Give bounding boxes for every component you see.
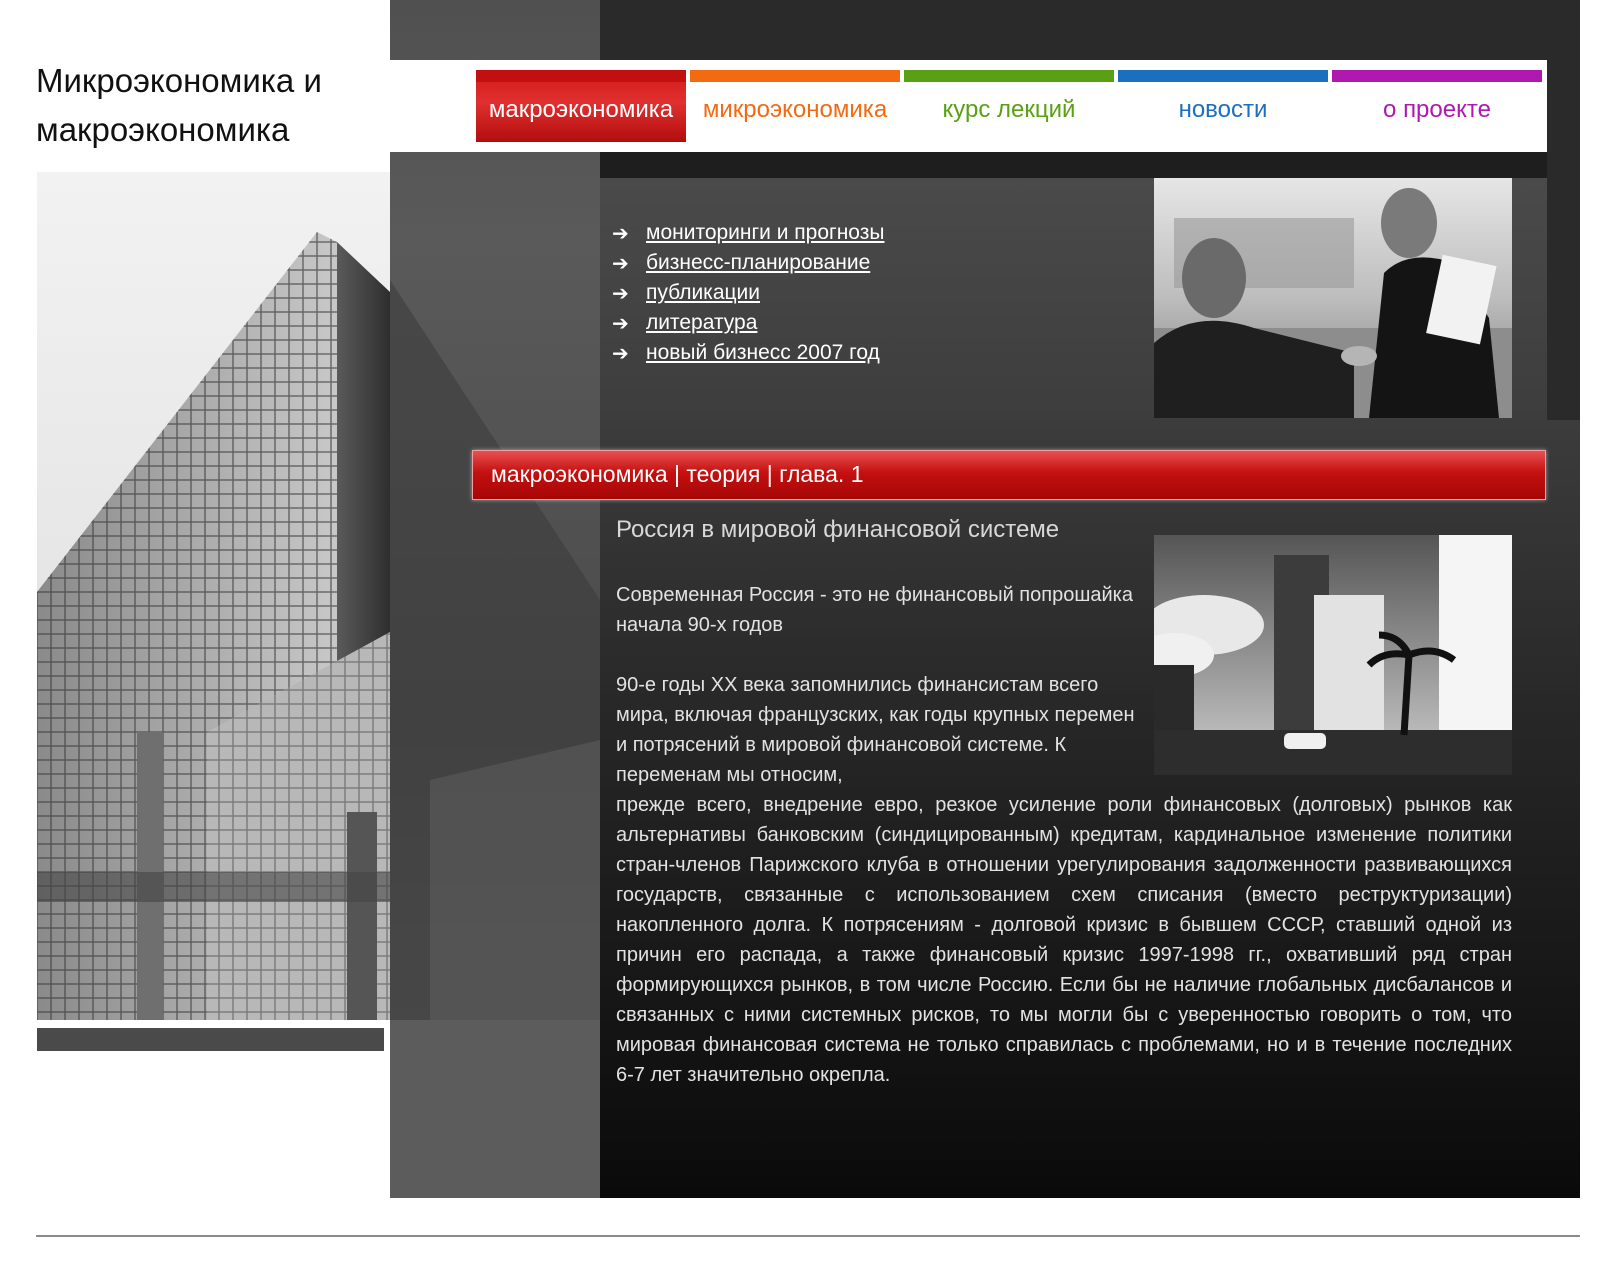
nav-stripe xyxy=(1118,70,1328,82)
article-body xyxy=(616,580,1512,1090)
nav-item-about[interactable] xyxy=(1332,70,1542,142)
site-title: Микроэкономика и макроэкономика xyxy=(36,62,322,148)
arrow-right-icon: ➔ xyxy=(612,282,629,305)
list-item xyxy=(612,338,884,368)
mid-column-panel xyxy=(390,0,600,1198)
list-item xyxy=(612,278,884,308)
footer-divider xyxy=(36,1235,1580,1237)
building-photo xyxy=(37,172,390,1020)
nav-label: новости xyxy=(1178,96,1268,123)
article-lead: Современная Россия - это не финансовый попрошайка начала 90-х годов xyxy=(616,584,1133,636)
nav-stripe xyxy=(1332,70,1542,82)
arrow-right-icon: ➔ xyxy=(612,342,629,365)
top-dark-bar xyxy=(600,0,1580,60)
links-list xyxy=(612,218,884,368)
nav-item-lectures[interactable] xyxy=(904,70,1114,142)
nav-item-microeconomics[interactable] xyxy=(690,70,900,142)
article-title: Россия в мировой финансовой системе xyxy=(616,516,1060,543)
arrow-right-icon: ➔ xyxy=(612,312,629,335)
nav-item-news[interactable] xyxy=(1118,70,1328,142)
arrow-right-icon: ➔ xyxy=(612,252,629,275)
list-item xyxy=(612,308,884,338)
arrow-right-icon: ➔ xyxy=(612,222,629,245)
nav-label: макроэкономика xyxy=(488,96,674,123)
nav-label: курс лекций xyxy=(942,96,1076,123)
list-item xyxy=(612,218,884,248)
nav-bottom-bar xyxy=(600,152,1547,178)
nav-label: микроэкономика xyxy=(702,96,888,123)
article-paragraph: прежде всего, внедрение евро, резкое усиление роли финансовых (долговых) рынков как альтернативы банковским (синдицированным) кредитам, кардинальное изменение политики стран-членов Парижского клуба в отношении урегулирования задолженности развивающихся государств, связанные с использованием схем списания (вместо реструктуризации) накопленного долга. К потрясениям - долговой кризис в бывшем СССР, ставший одной из причин его распада, а также финансовый кризис 1997-1998 гг., охвативший ряд стран формирующихся рынков, в том числе Россию. Если бы не наличие глобальных дисбалансов и связанных с ними системных рисков, то мы могли бы с уверенностью говорить о том, что мировая финансовая система не только справилась с проблемами, но и в течение последних 6-7 лет значительно окрепла. xyxy=(616,794,1512,1086)
mid-bottom-panel xyxy=(390,1020,600,1198)
building-bar xyxy=(37,1028,384,1051)
section-header xyxy=(472,450,1546,500)
list-item xyxy=(612,248,884,278)
link-business-planning[interactable]: бизнесс-планирование xyxy=(646,251,871,274)
link-new-business[interactable]: новый бизнесс 2007 год xyxy=(646,341,880,364)
nav-stripe xyxy=(690,70,900,82)
nav-label: о проекте xyxy=(1383,96,1491,123)
nav-stripe xyxy=(904,70,1114,82)
handshake-photo xyxy=(1154,178,1512,418)
nav-stripe xyxy=(476,70,686,82)
link-monitoring[interactable]: мониторинги и прогнозы xyxy=(646,221,885,244)
nav-item-macroeconomics[interactable] xyxy=(476,70,686,142)
article-paragraph: 90-е годы XX века запомнились финансистам всего мира, включая французских, как годы крупных перемен и потрясений в мировой финансовой системе. К переменам мы относим, xyxy=(616,674,1135,786)
section-header-label: макроэкономика | теория | глава. 1 xyxy=(491,461,864,487)
link-publications[interactable]: публикации xyxy=(646,281,760,304)
link-literature[interactable]: литература xyxy=(646,311,758,334)
